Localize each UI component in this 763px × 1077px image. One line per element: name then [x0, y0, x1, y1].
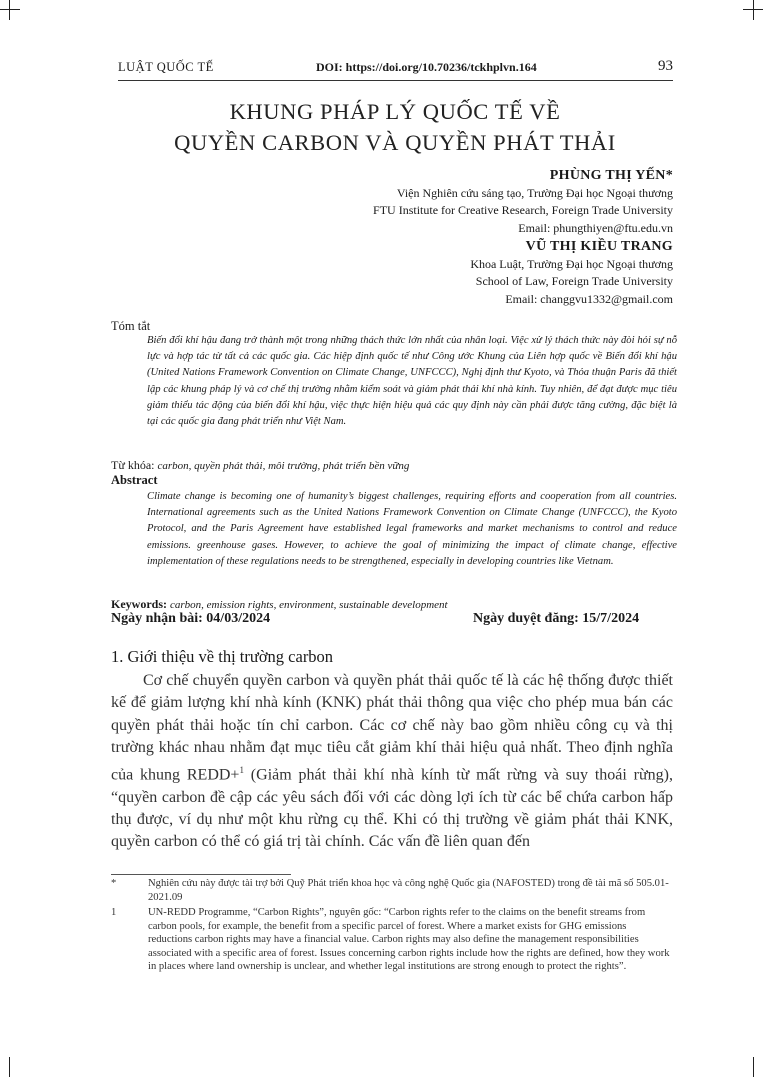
accepted-date: Ngày duyệt đăng: 15/7/2024 [473, 611, 640, 626]
crop-mark-bottom-left [9, 1057, 10, 1077]
keywords-en-label: Keywords: [111, 597, 167, 611]
header-rule [118, 80, 673, 81]
journal-name: LUẬT QUỐC TẾ [118, 60, 214, 74]
author-block-1 [193, 167, 673, 237]
doi-link[interactable]: DOI: https://doi.org/10.70236/tckhplvn.164 [316, 60, 537, 74]
footnote-1 [111, 906, 673, 974]
author-affiliation-en: School of Law, Foreign Trade University [475, 274, 673, 288]
author-affiliation-vi: Khoa Luật, Trường Đại học Ngoại thương [470, 256, 673, 271]
dates-row [111, 611, 671, 627]
keywords-vi [111, 458, 677, 474]
abstract-en-text: Climate change is becoming one of humanity’s biggest challenges, requiring efforts and cooperation from all countries. International agreements such as the United Nations Framework Convention on Climate Change (UNFCCC), the Kyoto Protocol, and the Paris Agreement have established legal frameworks and market mechanisms to control and reduce emissions. greenhouse gases. However, to achieve the goal of minimizing the impact of climate change, effective implementation of these regulations needs to be strengthened, especially in developing countries like Vietnam. [147, 491, 677, 567]
body-text-part-1: Cơ chế chuyển quyền carbon và quyền phát thải quốc tế là các hệ thống được thiết kế để giảm lượng khí nhà kính (KNK) phát thải thông qua việc cho phép mua bán các quyền phát thải hoặc tín chỉ carbon. Các cơ chế này bao gồm nhiều công cụ và thị trường khác nhau nhằm đạt mục tiêu cắt giảm khí thải hiệu quả nhất. Theo định nghĩa của khung REDD+ [111, 672, 673, 784]
article-title [100, 96, 690, 158]
author-email[interactable]: Email: phungthiyen@ftu.edu.vn [518, 220, 673, 235]
author-name: VŨ THỊ KIỀU TRANG [525, 239, 673, 254]
footnote-text: UN-REDD Programme, “Carbon Rights”, nguyên gốc: “Carbon rights refer to the claims on the benefit streams from carbon pools, for example, the benefit from a specific parcel of forest. Where a market exists for GHG emissions reductions carbon rights may have a financial value. Carbon rights may also define the management responsibilities associated with a specific area of forest. Issues concerning carbon rights include how the rights are defined, how they work in places where land ownership is unclear, and whether legal institutions are strong enough to protect the rights”. [148, 907, 670, 973]
body-text-part-2: (Giảm phát thải khí nhà kính từ mất rừng và suy thoái rừng), “quyền carbon đề cập các yêu sách đối với các dòng lợi ích từ các bể chứa carbon hấp thụ được, ví dụ như một khu rừng cụ thể. Khi có thị trường về giảm phát thải KNK, quyền carbon có thể có giá trị tài chính. Các vấn đề liên quan đến [111, 766, 674, 851]
footnote-mark: * [111, 878, 117, 889]
author-affiliation-en: FTU Institute for Creative Research, Foreign Trade University [373, 203, 673, 217]
crop-mark-top-right-v [753, 0, 754, 20]
keywords-vi-label: Từ khóa: [111, 458, 155, 472]
section-heading: 1. Giới thiệu về thị trường carbon [111, 647, 334, 666]
received-date: Ngày nhận bài: 04/03/2024 [111, 611, 271, 626]
abstract-vi-heading: Tóm tắt [111, 319, 151, 333]
title-line-2: QUYỀN CARBON VÀ QUYỀN PHÁT THẢI [174, 130, 616, 155]
body-paragraph [111, 670, 673, 854]
abstract-en-heading: Abstract [111, 473, 158, 487]
author-name: PHÙNG THỊ YẾN* [549, 168, 673, 183]
footnote-text: Nghiên cứu này được tài trợ bởi Quỹ Phát triển khoa học và công nghệ Quốc gia (NAFOSTED) trong đề tài mã số 505.01-2021.09 [148, 878, 669, 903]
author-email[interactable]: Email: changgvu1332@gmail.com [505, 291, 673, 306]
footnote-mark: 1 [111, 907, 117, 918]
running-header [118, 60, 673, 78]
crop-mark-top-left [0, 9, 20, 10]
title-line-1: KHUNG PHÁP LÝ QUỐC TẾ VỀ [229, 99, 561, 124]
author-affiliation-vi: Viện Nghiên cứu sáng tạo, Trường Đại học Ngoại thương [396, 185, 673, 200]
footnote-ref-1[interactable]: 1 [239, 765, 244, 776]
page-number: 93 [658, 58, 673, 74]
crop-mark-bottom-right [753, 1057, 754, 1077]
abstract-vi-text: Biến đổi khí hậu đang trở thành một trong những thách thức lớn nhất của nhân loại. Việc xử lý thách thức này đòi hỏi sự nỗ lực và hợp tác từ tất cả các quốc gia. Các hiệp định quốc tế như Công ước Khung của Liên hợp quốc về Biến đổi khí hậu (United Nations Framework Convention on Climate Change, UNFCCC), Nghị định thư Kyoto, và Thỏa thuận Paris đã thiết lập các khung pháp lý và cơ chế thị trường nhằm kiểm soát và giảm phát thải khí nhà kính. Tuy nhiên, để đạt được mục tiêu giảm thiểu tác động của biến đổi khí hậu, việc thực hiện hiệu quả các quy định này cần phải được tăng cường, đặc biệt là tại các quốc gia đang phát triển như Việt Nam. [147, 335, 677, 428]
author-block-2 [193, 238, 673, 308]
crop-mark-top-left-v [9, 0, 10, 20]
footnote-star [111, 877, 673, 904]
keywords-vi-list: carbon, quyền phát thải, môi trường, phát triển bền vững [157, 460, 410, 472]
keywords-en-list: carbon, emission rights, environment, sustainable development [170, 599, 448, 611]
footnote-rule [111, 874, 291, 875]
